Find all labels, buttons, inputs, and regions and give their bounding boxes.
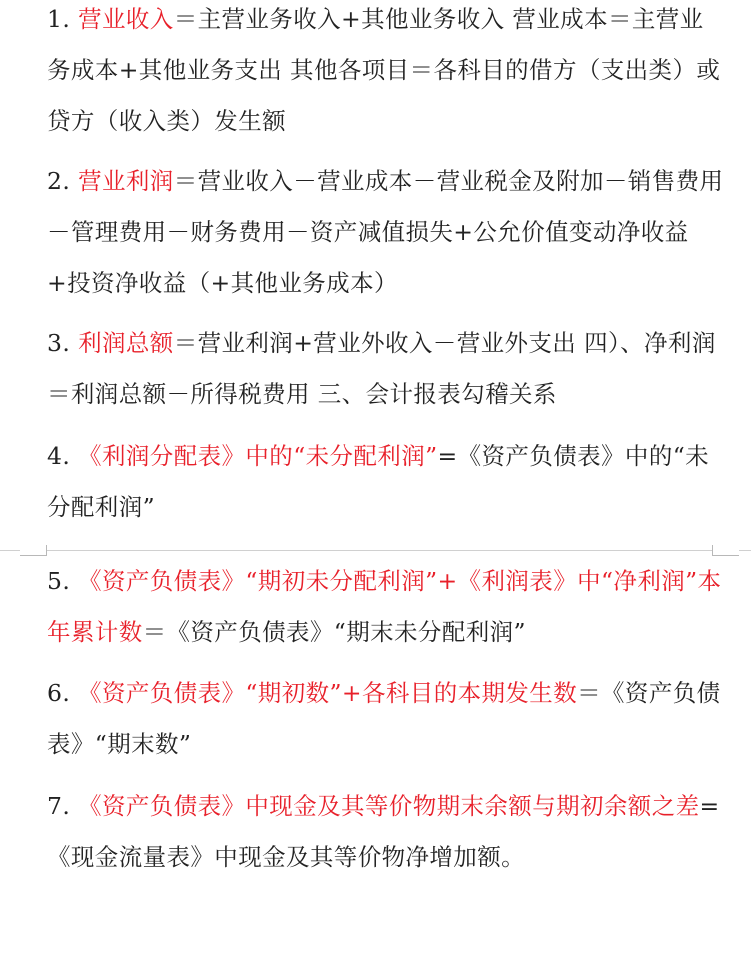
item-7-number: 7.: [47, 792, 79, 820]
item-1: [47, 0, 727, 147]
item-7-highlight: 《资产负债表》中现金及其等价物期末余额与期初余额之差: [78, 792, 700, 820]
item-3-text: ＝营业利润+营业外收入－营业外支出 四）、净利润＝利润总额－所得税费用 三、会计报表勾稽关系: [47, 329, 716, 408]
item-7-text: =《现金流量表》中现金及其等价物净增加额。: [47, 792, 720, 871]
item-5-highlight: 《资产负债表》“期初未分配利润”+《利润表》中“净利润”本年累计数: [47, 567, 722, 646]
item-3-highlight: 利润总额: [78, 329, 174, 357]
item-3-number: 3.: [47, 329, 79, 357]
item-6-highlight: 《资产负债表》“期初数”+各科目的本期发生数: [78, 679, 578, 707]
item-4-number: 4.: [47, 442, 79, 470]
page-corner-mark-left: [20, 545, 47, 556]
item-5-number: 5.: [47, 567, 79, 595]
item-4: [47, 431, 727, 533]
item-6: [47, 668, 727, 770]
page-break-line: [0, 550, 751, 551]
item-4-text: =《资产负债表》中的“未分配利润”: [47, 442, 710, 521]
item-2-text: ＝营业收入－营业成本－营业税金及附加－销售费用－管理费用－财务费用－资产减值损失+公允价值变动净收益+投资净收益（+其他业务成本）: [47, 167, 724, 297]
item-2: [47, 156, 727, 309]
item-4-highlight: 《利润分配表》中的“未分配利润”: [78, 442, 438, 470]
item-5: [47, 556, 727, 658]
item-2-number: 2.: [47, 167, 79, 195]
item-7: [47, 781, 727, 883]
item-3: [47, 318, 727, 420]
item-1-highlight: 营业收入: [78, 5, 174, 33]
item-1-text: ＝主营业务收入+其他业务收入 营业成本＝主营业务成本+其他业务支出 其他各项目＝各科目的借方（支出类）或贷方（收入类）发生额: [47, 5, 721, 135]
item-1-number: 1.: [47, 5, 79, 33]
item-6-number: 6.: [47, 679, 79, 707]
item-2-highlight: 营业利润: [78, 167, 174, 195]
item-6-text: ＝《资产负债表》“期末数”: [47, 679, 721, 758]
page-corner-mark-right: [712, 545, 739, 556]
item-5-text: ＝《资产负债表》“期末未分配利润”: [142, 618, 526, 646]
